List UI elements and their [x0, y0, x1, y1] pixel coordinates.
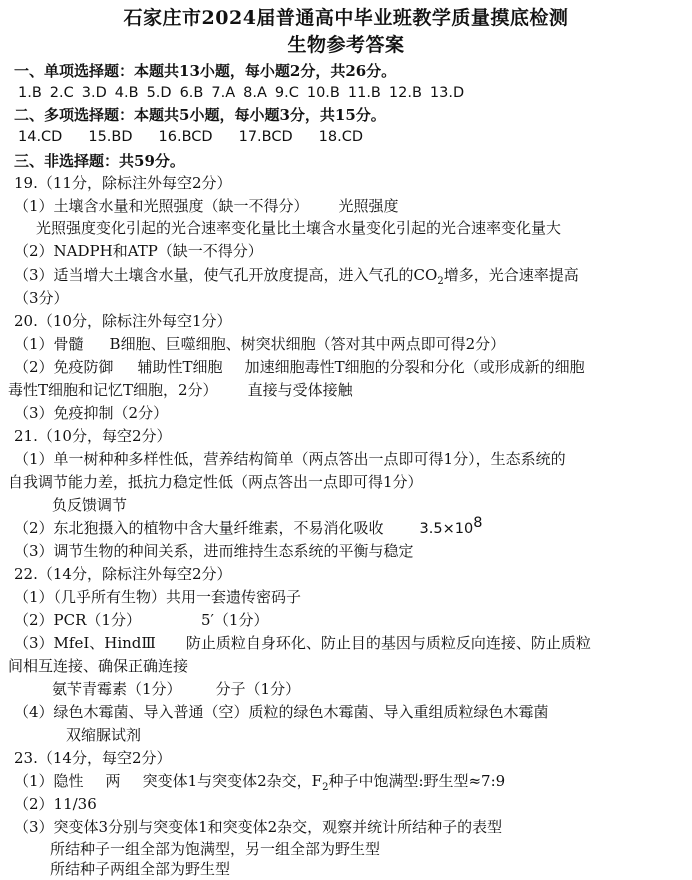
q19-answer-3-points: （3分）	[14, 289, 69, 307]
q21-answer-1-cont: 自我调节能力差，抵抗力稳定性低（两点答出一点即可得1分）	[8, 473, 423, 491]
q22-a2-second: 5′（1分）	[200, 611, 269, 629]
answer-item: 4.B	[114, 85, 139, 101]
q20-answer-2-cont	[8, 379, 353, 401]
section1-heading: 一、单项选择题：本题共13小题，每小题2分，共26分。	[14, 62, 397, 80]
q21-answer-3: （3）调节生物的种间关系，进而维持生态系统的平衡与稳定	[14, 542, 414, 560]
q21-answer-1-second: 负反馈调节	[52, 496, 128, 514]
q22-answer-3-extra	[52, 678, 300, 700]
q20-a2-text: （2）免疫防御	[14, 358, 114, 376]
q22-answer-4: （4）绿色木霉菌、导入普通（空）质粒的绿色木霉菌、导入重组质粒绿色木霉菌	[14, 703, 549, 721]
q21-a2-value: 3.5×10	[419, 521, 474, 537]
q22-a3-text: （3）MfeⅠ、HindⅢ	[14, 634, 156, 652]
q23-answer-1	[14, 770, 505, 792]
q23-a1-second: 两	[105, 772, 121, 790]
answer-item: 12.B	[388, 85, 422, 101]
section3-heading: 三、非选择题：共59分。	[14, 152, 185, 170]
q19-answer-1	[14, 195, 399, 217]
q21-a2-exponent: 8	[473, 515, 483, 531]
q19-heading: 19.（11分，除标注外每空2分）	[14, 174, 232, 192]
answer-item: 3.D	[81, 85, 107, 101]
answer-item: 14.CD	[18, 129, 63, 145]
answer-item: 13.D	[429, 85, 465, 101]
document-title: 石家庄市2024届普通高中毕业班教学质量摸底检测	[123, 7, 569, 29]
q22-heading: 22.（14分，除标注外每空2分）	[14, 565, 232, 583]
q22-answer-4-second: 双缩脲试剂	[66, 726, 142, 744]
answer-item: 7.A	[211, 85, 236, 101]
q22-answer-2	[14, 609, 268, 631]
q20-a1-text: （1）骨髓	[14, 335, 84, 353]
q22-answer-1: （1）（几乎所有生物）共用一套遗传密码子	[14, 588, 302, 606]
q20-a2-fourth: 毒性T细胞和记忆T细胞，2分）	[8, 381, 218, 399]
q19-a3-subscript: 2	[437, 276, 444, 287]
answer-item: 6.B	[179, 85, 204, 101]
q21-answer-1: （1）单一树种种多样性低，营养结构简单（两点答出一点即可得1分），生态系统的	[14, 450, 566, 468]
q23-answer-2: （2）11/36	[14, 795, 97, 813]
q22-answer-3-cont: 间相互连接、确保正确连接	[8, 657, 189, 675]
section2-heading: 二、多项选择题：本题共5小题，每小题3分，共15分。	[14, 106, 386, 124]
q20-answer-2	[14, 356, 585, 378]
answer-item: 5.D	[146, 85, 172, 101]
answer-item: 1.B	[18, 85, 42, 101]
q19-answer-2: （2）NADPH和ATP（缺一不得分）	[14, 242, 263, 260]
answer-item: 18.CD	[318, 129, 363, 145]
q19-answer-1-third: 光照强度变化引起的光合速率变化量比土壤含水量变化引起的光合速率变化量大	[36, 219, 562, 237]
q20-a1-second: B细胞、巨噬细胞、树突状细胞（答对其中两点即可得2分）	[109, 335, 506, 353]
q22-a3-third: 氨苄青霉素（1分）	[52, 680, 182, 698]
q21-heading: 21.（10分，每空2分）	[14, 427, 172, 445]
document-subtitle: 生物参考答案	[287, 34, 405, 56]
q22-a3-second: 防止质粒自身环化、防止目的基因与质粒反向连接、防止质粒	[185, 634, 591, 652]
q23-a1-fourth: 种子中饱满型:野生型≈7:9	[328, 772, 506, 790]
q19-a1-text: （1）土壤含水量和光照强度（缺一不得分）	[14, 197, 309, 215]
q20-a2-second: 辅助性T细胞	[137, 358, 223, 376]
q20-a2-fifth: 直接与受体接触	[247, 381, 353, 399]
q23-a1-subscript: 2	[322, 782, 329, 793]
q20-a2-third: 加速细胞毒性T细胞的分裂和分化（或形成新的细胞	[244, 358, 585, 376]
answer-item: 2.C	[49, 85, 74, 101]
q23-a1-text: （1）隐性	[14, 772, 84, 790]
q22-a3-fourth: 分子（1分）	[215, 680, 301, 698]
q23-answer-3: （3）突变体3分别与突变体1和突变体2杂交，观察并统计所结种子的表型	[14, 818, 503, 836]
answer-item: 16.BCD	[158, 129, 213, 145]
q19-a1-second: 光照强度	[338, 197, 399, 215]
answer-item: 17.BCD	[238, 129, 293, 145]
answer-item: 15.BD	[88, 129, 133, 145]
section2-answer-list	[18, 126, 389, 148]
answer-item: 9.C	[274, 85, 299, 101]
answer-item: 11.B	[347, 85, 381, 101]
q20-answer-1	[14, 333, 505, 355]
q23-heading: 23.（14分，每空2分）	[14, 749, 172, 767]
q23-answer-3-second: 所结种子一组全部为饱满型，另一组全部为野生型	[50, 840, 381, 858]
answer-item: 8.A	[243, 85, 267, 101]
q23-answer-3-third: 所结种子两组全部为野生型	[50, 860, 231, 878]
q20-answer-3: （3）免疫抑制（2分）	[14, 404, 169, 422]
q21-answer-2	[14, 517, 482, 540]
q19-answer-3	[14, 264, 579, 286]
q20-heading: 20.（10分，除标注外每空1分）	[14, 312, 232, 330]
q21-a2-text: （2）东北狍摄入的植物中含大量纤维素，不易消化吸收	[14, 519, 384, 537]
q19-a3-text: （3）适当增大土壤含水量，使气孔开放度提高，进入气孔的CO	[14, 266, 438, 284]
section1-answer-list	[18, 82, 472, 104]
answer-item: 10.B	[306, 85, 340, 101]
q22-a2-text: （2）PCR（1分）	[14, 611, 141, 629]
q19-a3-tail: 增多，光合速率提高	[443, 266, 579, 284]
q23-a1-third: 突变体1与突变体2杂交，F	[142, 772, 323, 790]
q22-answer-3	[14, 632, 591, 654]
